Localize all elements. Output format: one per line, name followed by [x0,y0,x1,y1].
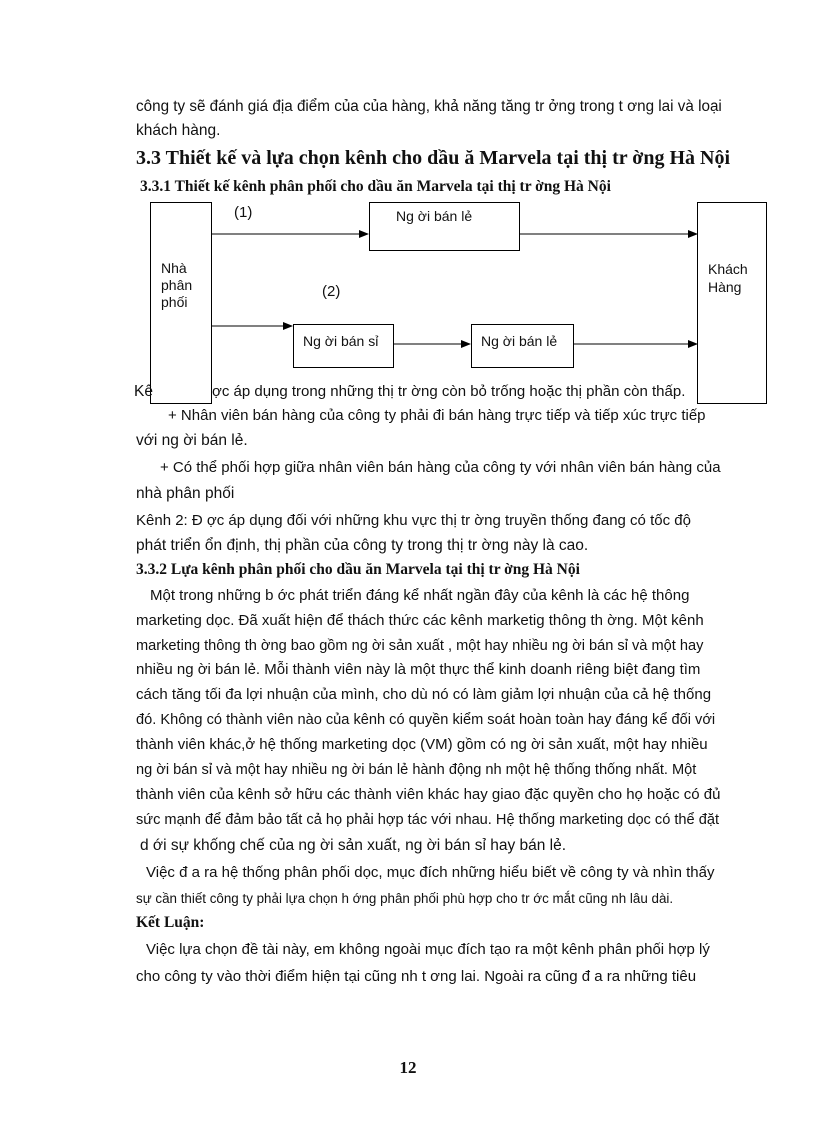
conclusion-line-1: Việc lựa chọn đề tài này, em không ngoài mục đích tạo ra một kênh phân phối hợp lý [146,941,710,958]
wholesaler-label: Ng ời bán sỉ [303,333,379,349]
channel-1-bullet-2-line-1: + Có thể phối hợp giữa nhân viên bán hàng của công ty với nhân viên bán hàng của [160,459,721,476]
channel-1-bullet-2-line-2: nhà phân phối [136,485,235,502]
channel-2-marker: (2) [322,283,341,300]
distributor-label-3: phối [161,294,188,310]
paragraph-line: thành viên của kênh sở hữu các thành viên khác hay giao đặc quyền cho họ hoặc có đủ [136,786,721,803]
customer-box [697,202,767,404]
distributor-label-1: Nhà [161,260,187,276]
channel-1-bullet-1-line-1: + Nhân viên bán hàng của công ty phải đi bán hàng trực tiếp và tiếp xúc trực tiếp [168,407,706,424]
paragraph-line: sức mạnh để đảm bảo tất cả họ phải hợp tác với nhau. Hệ thống marketing dọc có thể đặt [136,812,720,828]
paragraph-2-line-1: Việc đ a ra hệ thống phân phối dọc, mục đích những hiểu biết về công ty và nhìn thấy [146,864,715,881]
paragraph-line: thành viên khác,ở hệ thống marketing dọc (VM) gồm có ng ời sản xuất, một hay nhiều [136,736,708,753]
channel-1-bullet-1-line-2: với ng ời bán lẻ. [136,432,248,449]
paragraph-line: cách tăng tối đa lợi nhuận của mình, cho dù nó có làm giảm lợi nhuận của cả hệ thống [136,686,712,703]
paragraph-line: d ới sự khống chế của ng ời sản xuất, ng ời bán sỉ hay bán lẻ. [140,837,567,854]
section-3-3-2-title: 3.3.2 Lựa kênh phân phối cho dầu ăn Marvela tại thị tr ờng Hà Nội [136,561,580,578]
retailer-top-label: Ng ời bán lẻ [396,208,473,224]
paragraph-2-line-2: sự cần thiết công ty phải lựa chọn h ớng phân phối phù hợp cho tr ớc mắt cũng nh lâu dài. [136,891,674,906]
page-number: 12 [399,1058,417,1077]
distributor-label-2: phân [161,277,193,293]
section-3-3-1-title: 3.3.1 Thiết kế kênh phân phối cho dầu ăn Marvela tại thị tr ờng Hà Nội [140,178,611,195]
paragraph-line: đó. Không có thành viên nào của kênh có quyền kiểm soát hoàn toàn hay đáng kể đối với [136,712,716,728]
paragraph-line: ng ời bán sỉ và một hay nhiều ng ời bán lẻ hành động nh một hệ thống thống nhất. Một [136,762,697,778]
channel-1-marker: (1) [234,204,253,221]
channel-2-line-2: phát triển ổn định, thị phần của công ty trong thị tr ờng này là cao. [136,537,589,554]
paragraph-line: Một trong những b ớc phát triển đáng kể nhất ngần đây của kênh là các hệ thông [150,587,690,604]
conclusion-title: Kết Luận: [136,914,205,931]
conclusion-line-2: cho công ty vào thời điểm hiện tại cũng nh t ơng lai. Ngoài ra cũng đ a ra những tiêu [136,968,697,985]
customer-label-1: Khách [708,261,748,277]
channel-1-prefix: Kê [134,383,153,400]
paragraph-line: nhiều ng ời bán lẻ. Mỗi thành viên này là một thực thể kinh doanh riêng biệt đang tìm [136,661,701,678]
customer-label-2: Hàng [708,279,742,295]
paragraph-line: marketing dọc. Đã xuất hiện để thách thức các kênh marketig thông th ờng. Một kênh [136,612,704,629]
retailer-bottom-label: Ng ời bán lẻ [481,333,558,349]
section-3-3-title: 3.3 Thiết kế và lựa chọn kênh cho dầu ă Marvela tại thị tr ờng Hà Nội [136,147,731,169]
channel-2-line-1: Kênh 2: Đ ợc áp dụng đối với những khu vực thị tr ờng truyền thống đang có tốc độ [136,512,691,529]
intro-line-2: khách hàng. [136,122,221,139]
intro-line-1: công ty sẽ đánh giá địa điểm của của hàng, khả năng tăng tr ởng trong t ơng lai và loại [136,98,722,115]
paragraph-line: marketing thông th ờng bao gồm ng ời sản xuất , một hay nhiều ng ời bán sỉ và một hay [136,638,704,654]
channel-1-line-1: ợc áp dụng trong những thị tr ờng còn bỏ trống hoặc thị phần còn thấp. [212,383,686,400]
